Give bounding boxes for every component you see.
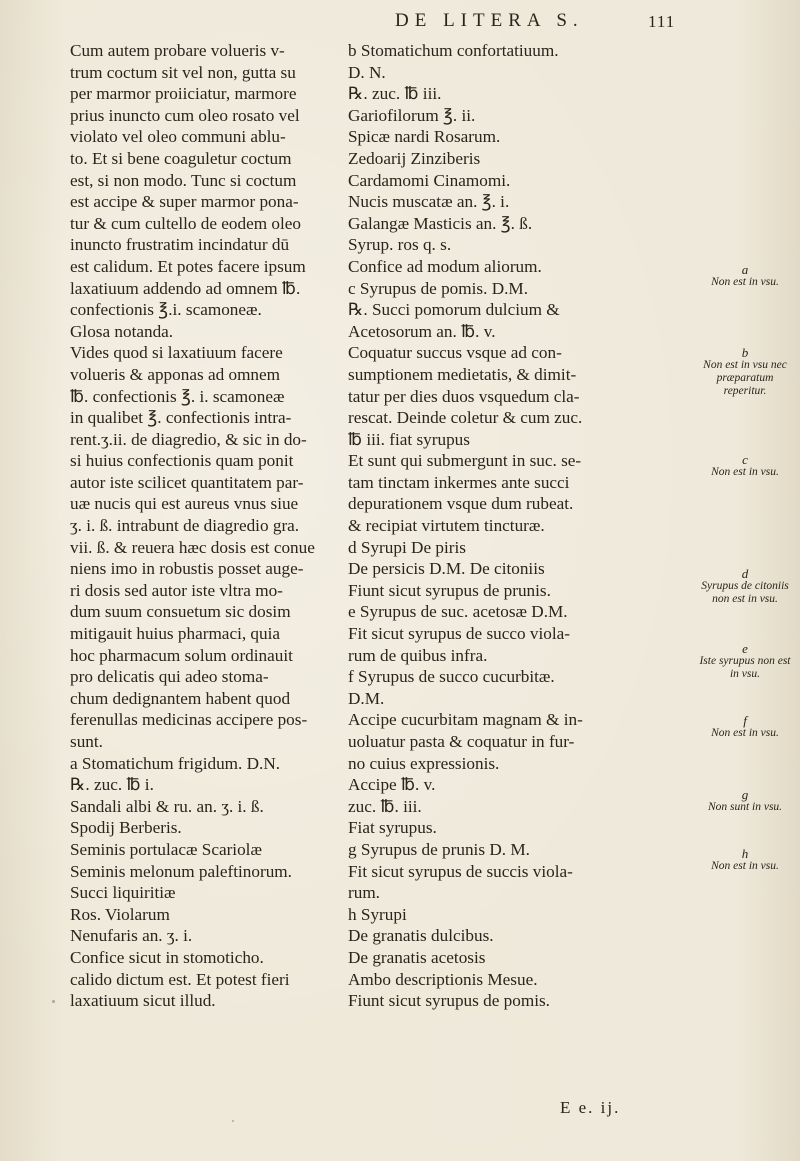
- text-line: chum dedignantem habent quod: [70, 688, 291, 708]
- text-line: tur & cum cultello de eodem oleo: [70, 213, 302, 233]
- text-line: dum suum consuetum sic dosim: [70, 602, 291, 622]
- text-line: d Syrupi De piris: [348, 537, 466, 557]
- text-line: e Syrupus de suc. acetosæ D.M.: [348, 602, 568, 622]
- text-line: De persicis D.M. De citoniis: [348, 559, 545, 579]
- margin-note: [696, 788, 794, 814]
- margin-note-text: Non est in vsu nec præparatum reperitur.: [703, 359, 787, 397]
- text-line: to. Et si bene coaguletur coctum: [70, 148, 292, 168]
- margin-note: [696, 346, 794, 398]
- text-line: calido dictum est. Et potest fieri: [70, 969, 290, 989]
- margin-note: [696, 567, 794, 606]
- text-line: sunt.: [70, 732, 103, 751]
- text-line: est calidum. Et potes facere ipsum: [70, 256, 306, 276]
- margin-note-letter: f: [743, 713, 747, 728]
- page-header: [0, 10, 800, 40]
- text-line: in qualibet ℥. confectionis intra-: [70, 408, 292, 428]
- text-line: a Stomatichum frigidum. D.N.: [70, 753, 281, 773]
- text-line: pro delicatis qui adeo stoma-: [70, 667, 269, 687]
- text-line: est, si non modo. Tunc si coctum: [70, 170, 297, 190]
- text-line: Fiunt sicut syrupus de pomis.: [348, 991, 550, 1011]
- margin-note-letter: b: [741, 345, 749, 360]
- text-line: Gariofilorum ℥. ii.: [348, 105, 476, 125]
- text-line: inuncto frustratim incindatur dū: [70, 235, 290, 255]
- text-line: Spicæ nardi Rosarum.: [348, 127, 501, 147]
- margin-note-text: Non est in vsu.: [711, 276, 779, 288]
- text-line: Cum autem probare volueris v-: [70, 41, 285, 60]
- text-line: Nenufaris an. ʒ. i.: [70, 926, 193, 946]
- text-line: laxatiuum sicut illud.: [70, 991, 216, 1011]
- text-line: zuc. ℔. iii.: [348, 796, 422, 816]
- text-line: ri dosis sed autor iste vltra mo-: [70, 580, 283, 600]
- margin-note: [696, 642, 794, 681]
- margin-note-text: Syrupus de citoniis non est in vsu.: [701, 580, 789, 605]
- text-line: g Syrupus de prunis D. M.: [348, 839, 530, 859]
- text-line: Cardamomi Cinamomi.: [348, 170, 511, 190]
- text-line: Glosa notanda.: [70, 321, 174, 341]
- margin-note-letter: e: [742, 641, 748, 656]
- margin-note-text: Non est in vsu.: [711, 466, 779, 478]
- text-line: rescat. Deinde coletur & cum zuc.: [348, 408, 583, 428]
- text-line: Sandali albi & ru. an. ʒ. i. ß.: [70, 796, 264, 816]
- margin-note-letter: d: [741, 566, 749, 581]
- text-line: laxatiuum addendo ad omnem ℔.: [70, 278, 301, 298]
- running-head: DE LITERA S.: [395, 10, 584, 31]
- text-line: mitigauit huius pharmaci, quia: [70, 624, 281, 644]
- margin-note-letter: c: [742, 452, 748, 467]
- page-number: 111: [648, 12, 676, 31]
- text-line: prius inuncto cum oleo rosato vel: [70, 105, 300, 125]
- text-line: Zedoarij Zinziberis: [348, 148, 481, 168]
- text-line: Seminis melonum paleftinorum.: [70, 861, 292, 881]
- text-line: f Syrupus de succo cucurbitæ.: [348, 667, 555, 687]
- text-line: Confice ad modum aliorum.: [348, 256, 542, 276]
- margin-note: [696, 263, 794, 289]
- text-line: Ros. Violarum: [70, 904, 170, 924]
- text-line: Coquatur succus vsque ad con-: [348, 343, 562, 363]
- paper-speck: [52, 1000, 55, 1003]
- text-line: Syrup. ros q. s.: [348, 235, 452, 255]
- text-line: D. N.: [348, 62, 386, 82]
- signature-mark: E e. ij.: [560, 1098, 621, 1117]
- text-line: Fiunt sicut syrupus de prunis.: [348, 580, 551, 600]
- text-line: Galangæ Masticis an. ℥. ß.: [348, 213, 533, 233]
- text-line: Succi liquiritiæ: [70, 883, 176, 903]
- text-line: Accipe cucurbitam magnam & in-: [348, 710, 583, 730]
- text-line: ℞. zuc. ℔ iii.: [348, 84, 442, 104]
- text-line: Confice sicut in stomoticho.: [70, 947, 264, 967]
- margin-note: [696, 847, 794, 873]
- text-line: volueris & apponas ad omnem: [70, 364, 281, 384]
- text-line: ferenullas medicinas accipere pos-: [70, 710, 308, 730]
- text-line: ʒ. i. ß. intrabunt de diagredio gra.: [70, 516, 300, 536]
- text-line: rum.: [348, 883, 380, 903]
- text-line: niens imo in robustis posset auge-: [70, 559, 304, 579]
- text-line: Et sunt qui submergunt in suc. se-: [348, 451, 582, 471]
- text-line: ℞. Succi pomorum dulcium &: [348, 300, 560, 320]
- margin-note: [696, 714, 794, 740]
- page-footer: [0, 1098, 800, 1138]
- text-line: confectionis ℥.i. scamoneæ.: [70, 300, 262, 320]
- text-line: Fit sicut syrupus de succis viola-: [348, 861, 573, 881]
- text-line: uæ nucis qui est aureus vnus siue: [70, 494, 299, 514]
- text-line: De granatis dulcibus.: [348, 926, 494, 946]
- text-line: Nucis muscatæ an. ℥. i.: [348, 192, 510, 212]
- margin-note-text: Non sunt in vsu.: [707, 801, 783, 813]
- text-line: tam tinctam inkermes ante succi: [348, 472, 570, 492]
- text-line: trum coctum sit vel non, gutta su: [70, 62, 296, 82]
- text-line: est accipe & super marmor pona-: [70, 192, 299, 212]
- text-line: sumptionem medietatis, & dimit-: [348, 364, 577, 384]
- margin-note-letter: a: [741, 262, 749, 277]
- text-line: autor iste scilicet quantitatem par-: [70, 472, 304, 492]
- text-line: rent.ʒ.ii. de diagredio, & sic in do-: [70, 429, 307, 449]
- text-line: rum de quibus infra.: [348, 645, 488, 665]
- text-line: D.M.: [348, 688, 385, 708]
- text-line: Spodij Berberis.: [70, 818, 182, 838]
- text-line: tatur per dies duos vsquedum cla-: [348, 386, 580, 406]
- text-line: si huius confectionis quam ponit: [70, 451, 294, 471]
- margin-note-text: Iste syrupus non est in vsu.: [699, 655, 791, 680]
- text-line: Accipe ℔. v.: [348, 775, 436, 795]
- text-line: per marmor proiiciatur, marmore: [70, 84, 297, 104]
- text-line: ℔. confectionis ℥. i. scamoneæ: [70, 386, 285, 406]
- text-line: Seminis portulacæ Scariolæ: [70, 839, 262, 859]
- text-line: De granatis acetosis: [348, 947, 486, 967]
- text-line: uoluatur pasta & coquatur in fur-: [348, 732, 575, 751]
- text-line: & recipiat virtutem tincturæ.: [348, 516, 545, 536]
- text-line: Acetosorum an. ℔. v.: [348, 321, 496, 341]
- text-line: h Syrupi: [348, 904, 407, 924]
- text-line: Fiat syrupus.: [348, 818, 437, 838]
- text-line: vii. ß. & reuera hæc dosis est conue: [70, 537, 315, 557]
- left-column: [70, 40, 335, 1012]
- margin-note-letter: g: [741, 787, 749, 802]
- text-line: c Syrupus de pomis. D.M.: [348, 278, 528, 298]
- text-line: depurationem vsque dum rubeat.: [348, 494, 574, 514]
- margin-note-text: Non est in vsu.: [711, 860, 779, 872]
- margin-note-text: Non est in vsu.: [711, 727, 779, 739]
- margin-note-letter: h: [741, 846, 749, 861]
- text-line: hoc pharmacum solum ordinauit: [70, 645, 293, 665]
- text-line: Ambo descriptionis Mesue.: [348, 969, 538, 989]
- text-line: violato vel oleo communi ablu-: [70, 127, 286, 147]
- paper-speck: [232, 1120, 234, 1122]
- text-line: ℞. zuc. ℔ i.: [70, 775, 154, 795]
- text-line: ℔ iii. fiat syrupus: [348, 429, 470, 449]
- margin-note: [696, 453, 794, 479]
- text-line: Vides quod si laxatiuum facere: [70, 343, 283, 363]
- right-column: [348, 40, 688, 1012]
- text-line: Fit sicut syrupus de succo viola-: [348, 624, 570, 644]
- text-line: no cuius expressionis.: [348, 753, 500, 773]
- text-line: b Stomatichum confortatiuum.: [348, 41, 559, 60]
